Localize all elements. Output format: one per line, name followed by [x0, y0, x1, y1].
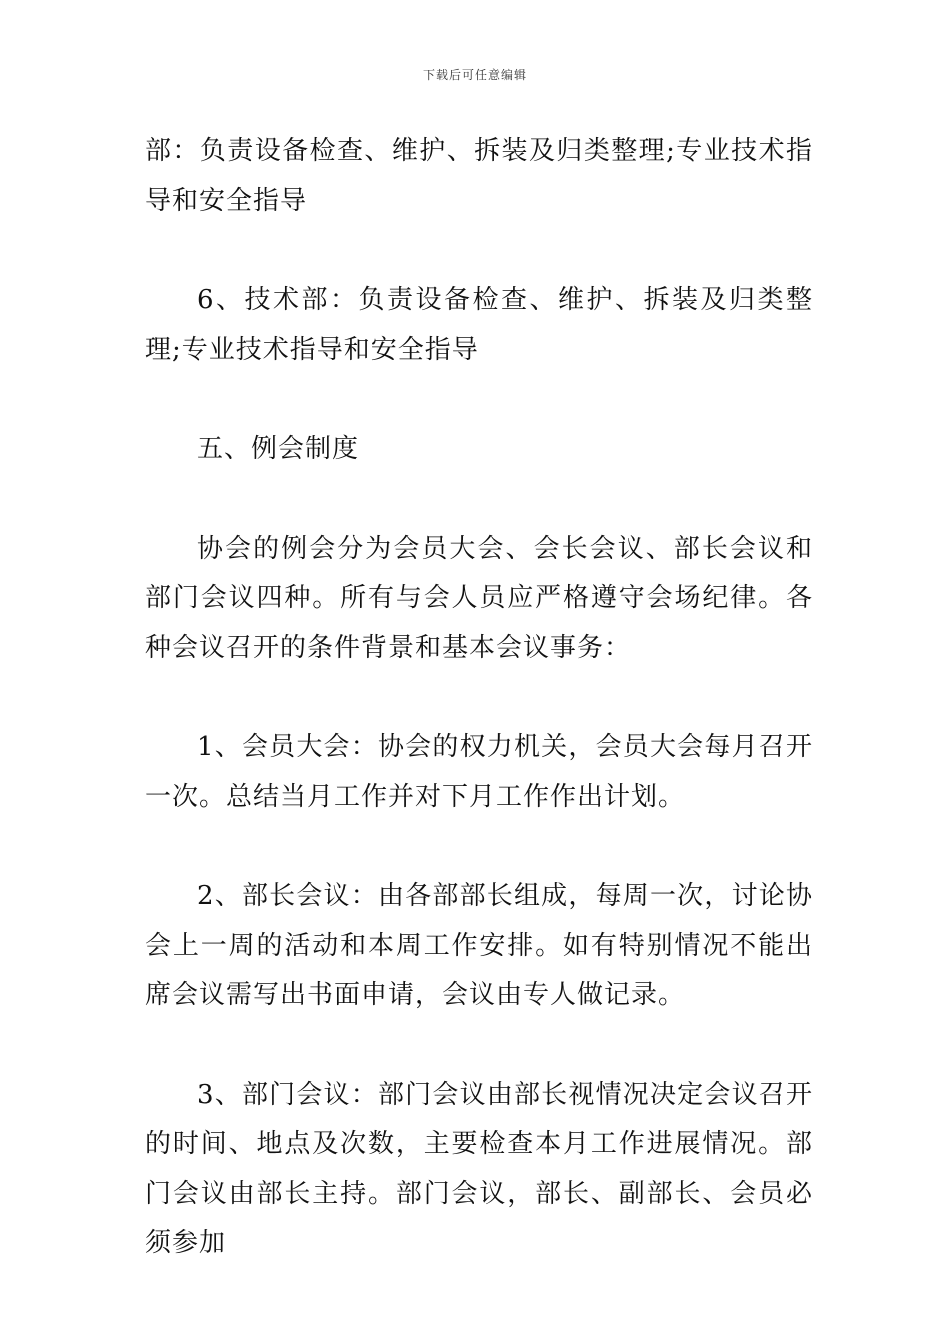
paragraph-meeting-overview: 协会的例会分为会员大会、会长会议、部长会议和部门会议四种。所有与会人员应严格遵守会场纪律。各种会议召开的条件背景和基本会议事务： — [145, 533, 813, 663]
paragraph-general-assembly: 1、会员大会：协会的权力机关，会员大会每月召开一次。总结当月工作并对下月工作作出计划。 — [145, 732, 813, 812]
paragraph-ministers-meeting: 2、部长会议：由各部部长组成，每周一次，讨论协会上一周的活动和本周工作安排。如有特别情况不能出席会议需写出书面申请，会议由专人做记录。 — [145, 881, 813, 1010]
paragraph-tech-dept: 6、技术部：负责设备检查、维护、拆装及归类整理;专业技术指导和安全指导 — [145, 285, 813, 365]
page-header: 下载后可任意编辑 — [422, 68, 527, 82]
document-body — [145, 127, 813, 1319]
paragraph-dept-duties-continued: 部：负责设备检查、维护、拆装及归类整理;专业技术指导和安全指导 — [145, 136, 813, 216]
section-heading-meeting-system: 五、例会制度 — [197, 434, 360, 464]
paragraph-department-meeting: 3、部门会议：部门会议由部长视情况决定会议召开的时间、地点及次数，主要检查本月工作进展情况。部门会议由部长主持。部门会议，部长、副部长、会员必须参加 — [145, 1079, 813, 1258]
